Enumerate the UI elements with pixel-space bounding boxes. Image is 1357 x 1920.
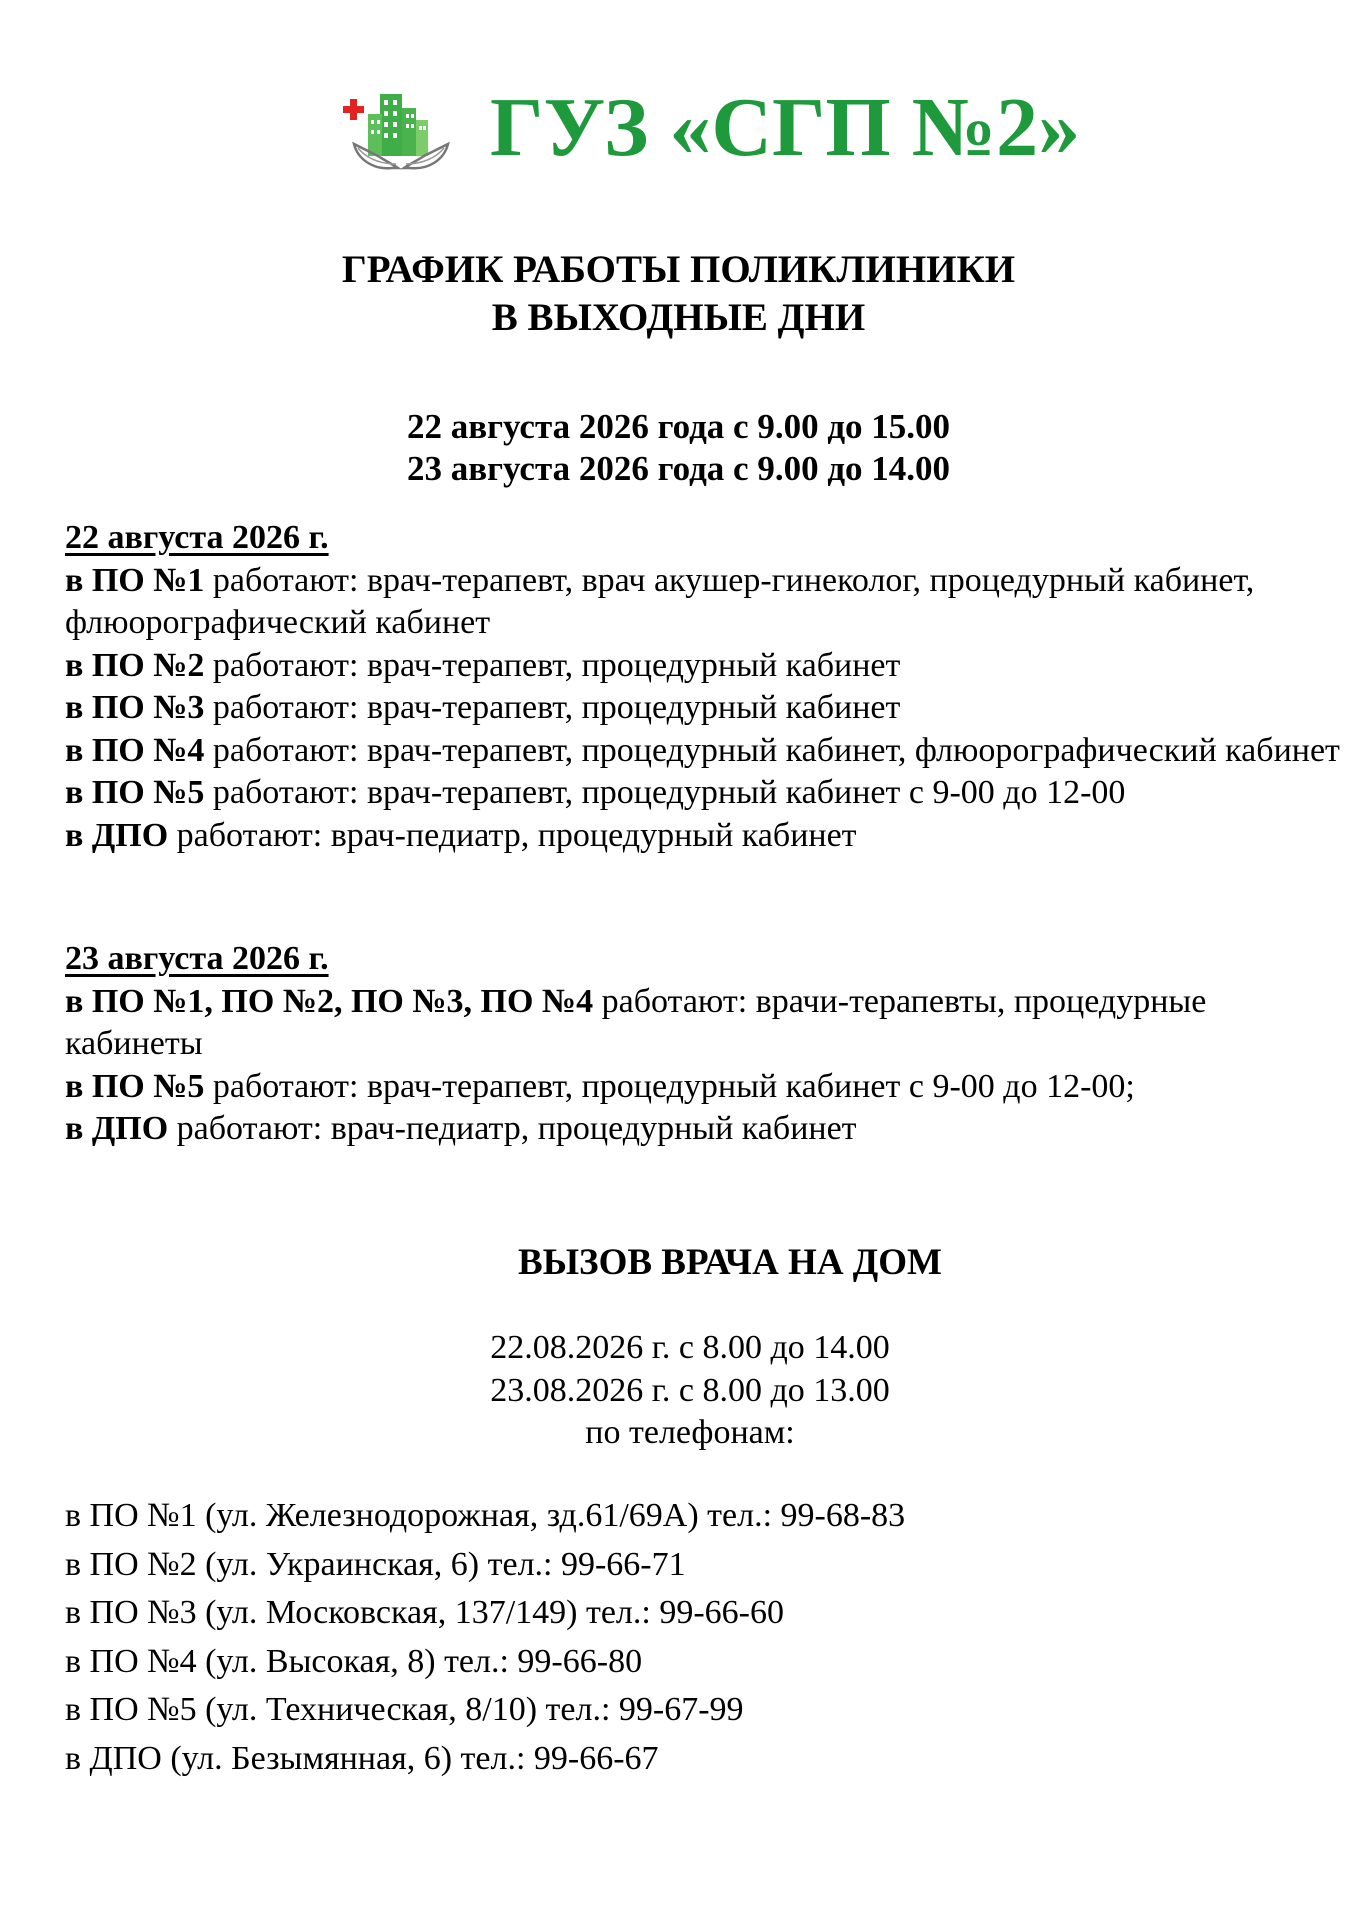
unit-name: в ДПО xyxy=(65,1110,169,1147)
hospital-buildings-hands-logo-icon xyxy=(340,86,462,178)
hours-line-1: 22 августа 2026 года с 9.00 до 15.00 xyxy=(406,407,951,446)
unit-name: в ПО №4 xyxy=(65,731,205,769)
schedule-day-2 xyxy=(65,938,1345,1151)
unit-services: работают: врач-терапевт, процедурный кабинет, флюорографический кабинет xyxy=(204,731,1340,769)
document-title xyxy=(0,246,1357,342)
unit-name: в ПО №5 xyxy=(65,1067,205,1105)
phone-item: в ПО №5 (ул. Техническая, 8/10) тел.: 99-67-99 xyxy=(65,1691,744,1728)
phone-item: в ДПО (ул. Безымянная, 6) тел.: 99-66-67 xyxy=(65,1739,659,1777)
title-line-1: ГРАФИК РАБОТЫ ПОЛИКЛИНИКИ xyxy=(341,248,1016,291)
unit-name: в ПО №1, ПО №2, ПО №3, ПО №4 xyxy=(65,982,594,1020)
schedule-row xyxy=(65,1108,1345,1151)
unit-name: в ПО №3 xyxy=(65,689,205,726)
schedule-row xyxy=(65,560,1345,645)
phone-item: в ПО №2 (ул. Украинская, 6) тел.: 99-66-71 xyxy=(65,1545,686,1583)
unit-services: работают: врачи-терапевты, процедурные кабинеты xyxy=(65,982,1207,1062)
unit-name: в ДПО xyxy=(65,816,169,854)
unit-name: в ПО №5 xyxy=(65,774,205,811)
phone-list xyxy=(65,1492,905,1783)
title-line-2: В ВЫХОДНЫЕ ДНИ xyxy=(491,296,866,339)
home-call-times xyxy=(0,1327,1357,1455)
home-call-time-1: 22.08.2026 г. с 8.00 до 14.00 xyxy=(490,1329,890,1366)
unit-services: работают: врач-педиатр, процедурный кабинет xyxy=(168,816,857,854)
home-call-time-2: 23.08.2026 г. с 8.00 до 13.00 xyxy=(490,1371,890,1409)
day-1-date: 22 августа 2026 г. xyxy=(65,519,329,556)
letterhead xyxy=(0,78,1357,188)
unit-services: работают: врач-терапевт, процедурный кабинет с 9-00 до 12-00; xyxy=(204,1067,1135,1105)
phone-item: в ПО №4 (ул. Высокая, 8) тел.: 99-66-80 xyxy=(65,1642,643,1680)
by-phone-label: по телефонам: xyxy=(585,1414,795,1451)
organization-title: ГУЗ «СГП №2» xyxy=(490,81,1081,174)
schedule-row xyxy=(65,772,1345,815)
unit-services: работают: врач-терапевт, врач акушер-гинеколог, процедурный кабинет, флюорографический кабинет xyxy=(65,561,1255,641)
schedule-row xyxy=(65,981,1345,1066)
schedule-row xyxy=(65,645,1345,688)
home-call-title: ВЫЗОВ ВРАЧА НА ДОМ xyxy=(518,1242,942,1283)
schedule-row xyxy=(65,687,1345,730)
schedule-row xyxy=(65,1066,1345,1109)
unit-services: работают: врач-терапевт, процедурный кабинет xyxy=(204,646,901,684)
schedule-row xyxy=(65,815,1345,858)
unit-name: в ПО №1 xyxy=(65,561,205,599)
phone-item: в ПО №3 (ул. Московская, 137/149) тел.: 99-66-60 xyxy=(65,1594,784,1631)
unit-services: работают: врач-педиатр, процедурный кабинет xyxy=(168,1110,857,1147)
schedule-row xyxy=(65,730,1345,773)
day-2-date: 23 августа 2026 г. xyxy=(65,940,329,977)
working-hours xyxy=(0,406,1357,490)
phone-item: в ПО №1 (ул. Железнодорожная, зд.61/69А) тел.: 99-68-83 xyxy=(65,1497,906,1534)
schedule-day-1 xyxy=(65,517,1345,857)
unit-services: работают: врач-терапевт, процедурный кабинет с 9-00 до 12-00 xyxy=(204,774,1126,811)
hours-line-2: 23 августа 2026 года с 9.00 до 14.00 xyxy=(406,449,951,488)
unit-name: в ПО №2 xyxy=(65,646,205,684)
unit-services: работают: врач-терапевт, процедурный кабинет xyxy=(204,689,901,726)
